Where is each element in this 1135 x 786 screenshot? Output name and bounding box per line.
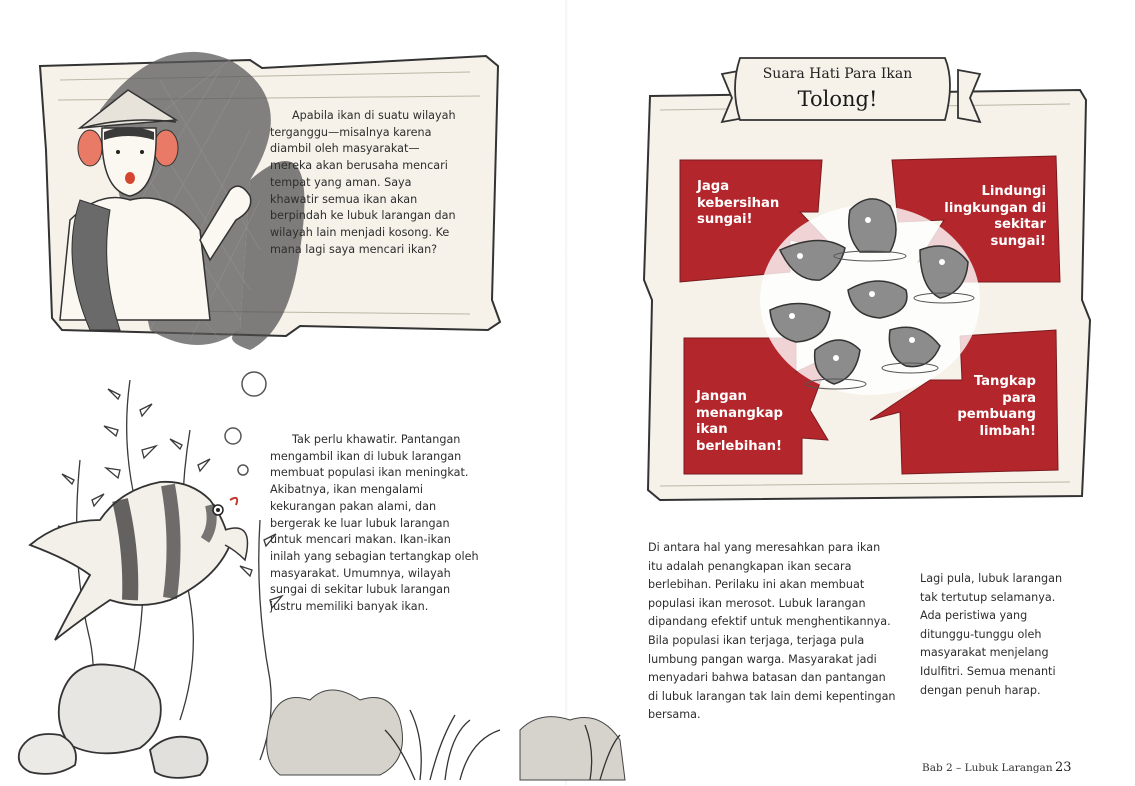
right-body-text: Di antara hal yang meresahkan para ikan itu adalah penangkapan ikan secara berlebihan. Perilaku ini akan membuat populasi ikan merosot. Lubuk larangan dipandang efektif untuk menghentikannya. Bila populasi ikan terjaga, terjaga pula lumbung pangan warga. Masyarakat jadi menyadari bahwa batasan dan pantangan di lubuk larangan tak lain demi kepentingan bersama. — [648, 541, 896, 722]
fish-speech-text: Tak perlu khawatir. Pantangan mengambil ikan di lubuk larangan membuat populasi ikan meningkat. Akibatnya, ikan mengalami kekurangan pakan alami, dan bergerak ke luar lubuk larangan untuk mencari makan. Ikan-ikan inilah yang sebagian tertangkap oleh masyarakat. Umumnya, wilayah sungai di sekitar lubuk larangan justru memiliki banyak ikan. — [270, 433, 479, 614]
coral-shrubs — [267, 690, 625, 780]
right-side-text: Lagi pula, lubuk larangan tak tertutup selamanya. Ada peristiwa yang ditunggu-tunggu oleh masyarakat menjelang Idulfitri. Semua menanti dengan penuh harap. — [920, 572, 1063, 697]
red-box-bottom-right-text: Tangkap para pembuang limbah! — [957, 374, 1036, 439]
speech-bubble-text: Apabila ikan di suatu wilayah terganggu—misalnya karena diambil oleh masyarakat—mereka akan berusaha mencari tempat yang aman. Saya khawatir semua ikan akan berpindah ke lubuk larangan dan wilayah lain menjadi kosong. Ke mana lagi saya mencari ikan? — [270, 109, 456, 256]
red-box-top-left-text: Jaga kebersihan sungai! — [697, 179, 780, 227]
bubbles — [225, 372, 266, 475]
river-stones — [19, 664, 208, 777]
banner-subtitle: Suara Hati Para Ikan — [762, 66, 913, 82]
page-number: 23 — [1055, 760, 1072, 775]
banner-title: Tolong! — [797, 87, 878, 111]
footer-chapter-title: Bab 2 – Lubuk Larangan — [922, 762, 1053, 774]
red-box-bottom-left-text: Jangan menangkap ikan berlebihan! — [696, 389, 783, 454]
clown-loach-fish — [30, 482, 248, 640]
red-box-top-right-text: Lindungi lingkungan di sekitar sungai! — [944, 184, 1046, 249]
